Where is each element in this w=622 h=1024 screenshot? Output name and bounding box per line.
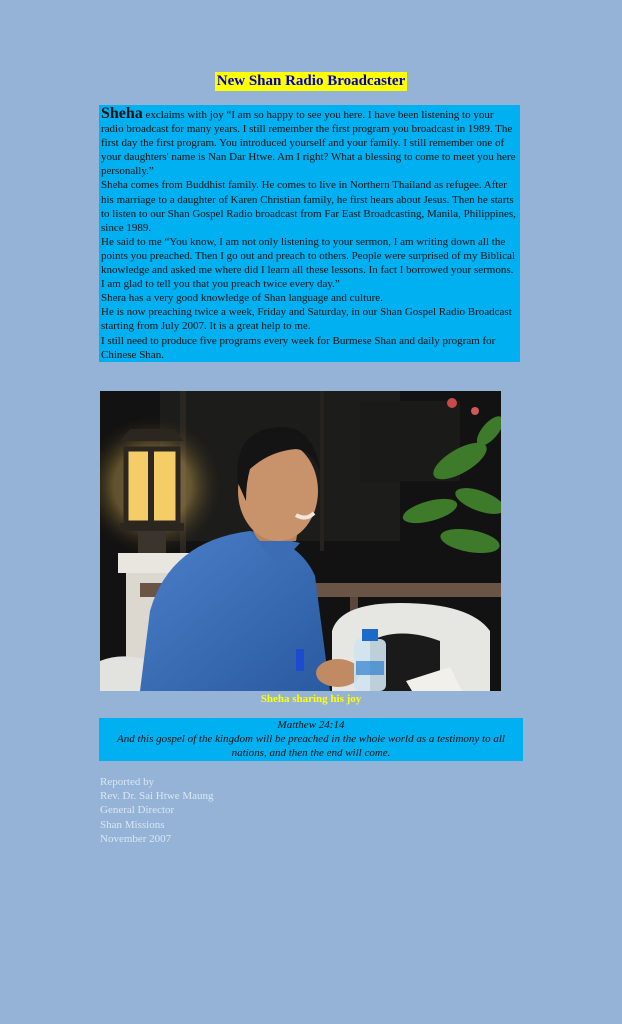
photo-illustration: [100, 391, 501, 691]
story-box: [99, 105, 520, 362]
verse-reference: Matthew 24:14: [277, 719, 345, 731]
story-text-1: exclaims with joy “I am so happy to see you here. I have been listening to your radio broadcast for many years. I still remember the first program you broadcast in 1989. The first day the first program. You introduced yourself and your family. I still remember one of your daughters' name is Nan Dar Htwe. Am I right? What a blessing to come to meet you here personally.”: [101, 109, 516, 178]
lead-name: Sheha: [101, 105, 143, 122]
story-paragraph-1: [101, 107, 518, 178]
story-paragraph-6: I still need to produce five programs every week for Burmese Shan and daily program for Chinese Shan.: [101, 334, 496, 361]
story-paragraph-2: Sheha comes from Buddhist family. He comes to live in Northern Thailand as refugee. After his marriage to a daughter of Karen Christian family, he first hears about Jesus. Then he starts to listen to our Shan Gospel Radio broadcast from Far East Broadcasting, Manila, Philippines, since 1989.: [101, 179, 516, 234]
report-role: General Director: [100, 804, 175, 817]
story-paragraph-3: He said to me “You know, I am not only listening to your sermon, I am writing down all the points you preached. Then I go out and preach to others. People were surprised of my Biblical knowledge and asked me where did I learn all these lessons. In fact I borrowed your sermons. I am glad to tell you that you preach twice every day.”: [101, 235, 516, 291]
photo-sheha: [100, 391, 501, 691]
report-name: Rev. Dr. Sai Htwe Maung: [100, 790, 214, 803]
page-title: New Shan Radio Broadcaster: [216, 73, 406, 89]
verse-box: [99, 718, 523, 761]
report-org: Shan Missions: [100, 818, 165, 831]
photo-caption: Sheha sharing his joy: [260, 693, 362, 705]
story-paragraph-5: He is now preaching twice a week, Friday and Saturday, in our Shan Gospel Radio Broadcast starting from July 2007. It is a great help to me.: [101, 306, 512, 333]
report-date: November 2007: [100, 832, 172, 845]
story-paragraph-4: Shera has a very good knowledge of Shan language and culture.: [101, 292, 383, 305]
title-wrap: [0, 72, 622, 91]
report-block: [100, 775, 214, 846]
verse-text: And this gospel of the kingdom will be preached in the whole world as a testimony to all nations, and then the end will come.: [117, 733, 505, 759]
report-label: Reported by: [100, 776, 155, 788]
